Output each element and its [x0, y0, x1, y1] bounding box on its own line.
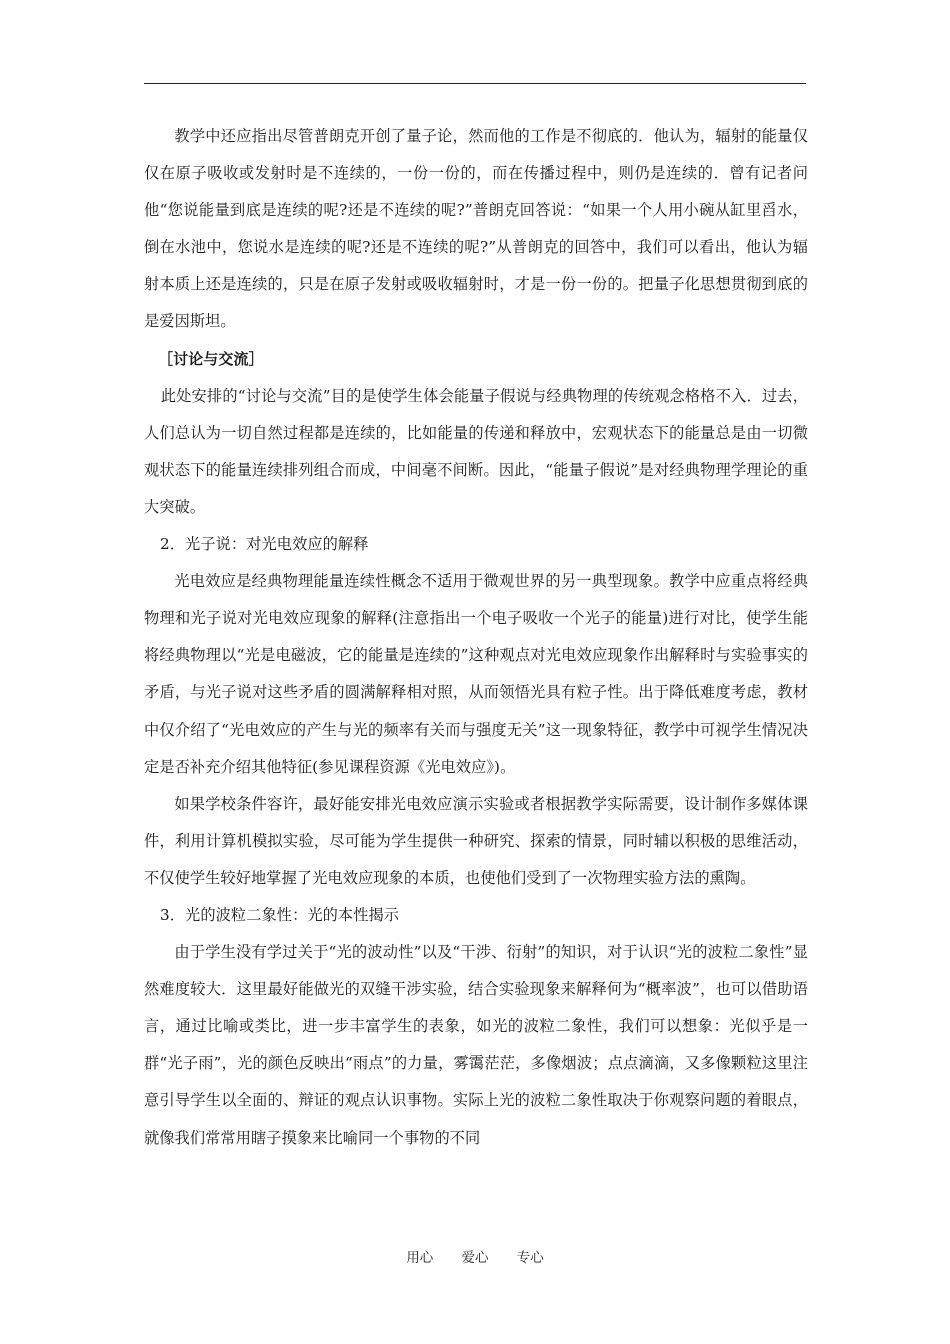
discussion-heading: ［讨论与交流］ [158, 349, 264, 368]
paragraph-planck: 教学中还应指出尽管普朗克开创了量子论，然而他的工作是不彻底的．他认为，辐射的能量仅仅在原子吸收或发射时是不连续的，一份一份的，而在传播过程中，则仍是连续的．曾有记者问他“您说能量到底是连续的呢?还是不连续的呢?”普朗克回答说：“如果一个人用小碗从缸里舀水，倒在水池中，您说水是连续的呢?还是不连续的呢?”从普朗克的回答中，我们可以看出，他认为辐射本质上还是连续的，只是在原子发射或吸收辐射时，才是一份一份的。把量子化思想贯彻到底的是爱因斯坦。 [144, 127, 808, 331]
paragraph-discussion: 此处安排的“讨论与交流”目的是使学生体会能量子假说与经典物理的传统观念格格不入．过去，人们总认为一切自然过程都是连续的，比如能量的传递和释放中，宏观状态下的能量总是由一切微观状态下的能量连续排列组合而成，中间毫不间断。因此，“能量子假说”是对经典物理学理论的重大突破。 [144, 386, 808, 516]
footer-item: 专心 [516, 1250, 544, 1266]
footer-item: 用心 [406, 1250, 434, 1266]
footer-item: 爱心 [461, 1250, 489, 1266]
section-title-wave-particle: 3．光的波粒二象性：光的本性揭示 [160, 905, 400, 924]
page-footer [0, 1246, 950, 1266]
document-body [144, 118, 808, 1157]
paragraph-photoelectric-effect: 光电效应是经典物理能量连续性概念不适用于微观世界的另一典型现象。教学中应重点将经典物理和光子说对光电效应现象的解释(注意指出一个电子吸收一个光子的能量)进行对比，使学生能将经典物理以“光是电磁波，它的能量是连续的”这种观点对光电效应现象作出解释时与实验事实的矛盾，与光子说对这些矛盾的圆满解释相对照，从而领悟光具有粒子性。出于降低难度考虑，教材中仅介绍了“光电效应的产生与光的频率有关而与强度无关”这一现象特征，教学中可视学生情况决定是否补充介绍其他特征(参见课程资源《光电效应》)。 [144, 572, 808, 776]
section-title-photon-theory: 2．光子说：对光电效应的解释 [160, 535, 369, 554]
paragraph-wave-particle: 由于学生没有学过关于“光的波动性”以及“干涉、衍射”的知识，对于认识“光的波粒二象性”显然难度较大．这里最好能做光的双缝干涉实验，结合实验现象来解释何为“概率波”，也可以借助语言，通过比喻或类比，进一步丰富学生的表象，如光的波粒二象性，我们可以想象：光似乎是一群“光子雨”，光的颜色反映出“雨点”的力量，雾霭茫茫，多像烟波；点点滴滴，又多像颗粒这里注意引导学生以全面的、辩证的观点认识事物。实际上光的波粒二象性取决于你观察问题的着眼点，就像我们常常用瞎子摸象来比喻同一个事物的不同 [144, 943, 808, 1147]
header-rule [144, 83, 806, 84]
paragraph-demonstration: 如果学校条件容许，最好能安排光电效应演示实验或者根据教学实际需要，设计制作多媒体课件，利用计算机模拟实验，尽可能为学生提供一种研究、探索的情景，同时辅以积极的思维活动，不仅使学生较好地掌握了光电效应现象的本质，也使他们受到了一次物理实验方法的熏陶。 [144, 794, 808, 887]
